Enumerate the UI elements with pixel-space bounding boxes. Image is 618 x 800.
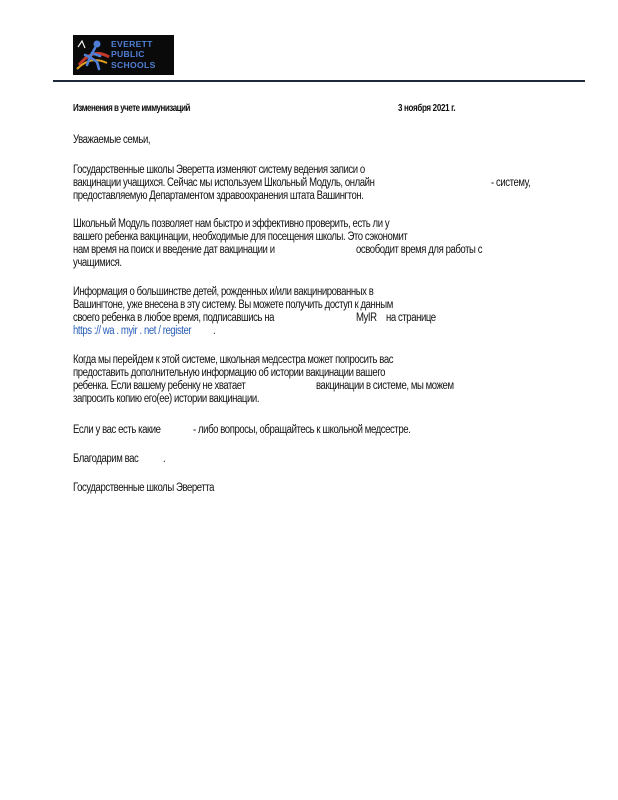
header-divider (53, 80, 585, 82)
paragraph-2-line-1: Школьный Модуль позволяет нам быстро и эффективно проверить, есть ли у (73, 218, 390, 230)
runner-emblem-icon (73, 35, 113, 75)
myir-register-link[interactable]: https :// wa . myir . net / register (73, 325, 192, 337)
paragraph-3-line-1: Информация о большинстве детей, рожденных и/или вакцинированных в (73, 286, 374, 298)
logo-line-3: SCHOOLS (111, 59, 156, 70)
paragraph-3-line-2: Вашингтоне, уже внесена в эту систему. Вы можете получить доступ к данным (73, 299, 393, 311)
letter-date: 3 ноября 2021 г. (398, 103, 456, 114)
paragraph-1-line-3: предоставляемую Департаментом здравоохранения штата Вашингтон. (73, 190, 364, 202)
paragraph-3-line-3-end: на странице (386, 312, 436, 324)
thanks-period: . (163, 453, 166, 465)
myir-name: MyIR (356, 312, 377, 324)
logo-wordmark (111, 39, 173, 70)
logo-line-2: PUBLIC (111, 49, 145, 60)
salutation: Уважаемые семьи, (73, 134, 151, 146)
paragraph-2-line-3-end: освободит время для работы с (356, 244, 483, 256)
thanks-line: Благодарим вас (73, 453, 139, 465)
paragraph-4-line-3-end: вакцинации в системе, мы можем (316, 380, 454, 392)
letter-subject: Изменения в учете иммунизаций (73, 103, 190, 114)
paragraph-2-line-4: учащимися. (73, 257, 122, 269)
paragraph-1-line-2: вакцинации учащихся. Сейчас мы используем Школьный Модуль, онлайн (73, 177, 375, 189)
paragraph-4-line-1: Когда мы перейдем к этой системе, школьная медсестра может попросить вас (73, 354, 394, 366)
paragraph-4-line-2: предоставить дополнительную информацию об истории вакцинации вашего (73, 367, 386, 379)
paragraph-4-line-3: ребенка. Если вашему ребенку не хватает (73, 380, 246, 392)
paragraph-5-line-1-end: - либо вопросы, обращайтесь к школьной медсестре. (193, 424, 411, 436)
paragraph-1-line-1: Государственные школы Эверетта изменяют систему ведения записи о (73, 164, 365, 176)
everett-public-schools-logo (73, 35, 174, 75)
paragraph-2-line-3: нам время на поиск и введение дат вакцинации и (73, 244, 275, 256)
paragraph-2-line-2: вашего ребенка вакцинации, необходимые для посещения школы. Это сэкономит (73, 231, 408, 243)
paragraph-5-line-1: Если у вас есть какие (73, 424, 161, 436)
paragraph-3-line-3: своего ребенка в любое время, подписавшись на (73, 312, 275, 324)
paragraph-3-period: . (213, 325, 216, 337)
signature: Государственные школы Эверетта (73, 482, 215, 494)
paragraph-1-line-2-end: - систему, (491, 177, 531, 189)
paragraph-4-line-4: запросить копию его(ее) истории вакцинации. (73, 393, 260, 405)
logo-line-1: EVERETT (111, 39, 153, 49)
